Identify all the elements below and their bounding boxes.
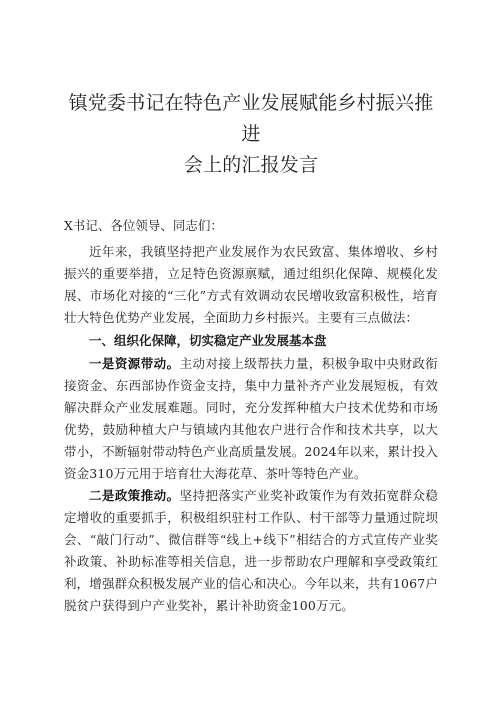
paragraph-lead: 一是资源带动。 — [89, 356, 180, 371]
paragraph-text: 坚持把落实产业奖补政策作为有效拓宽群众稳定增收的重要抓手，积极组织驻村工作队、村干部等力量通过院坝会、“敲门行动”、微信群等“线上+线下”相结合的方式宣传产业奖补政策、补助标准等相关信息，进一步帮助农户理解和享受政策红利，增强群众积极发展产业的信心和决心。今年以来，共有1067户脱贫户获得到户产业奖补，累计补助资金100万元。 — [64, 488, 438, 613]
paragraph-text: 主动对接上级帮扶力量，积极争取中央财政衔接资金、东西部协作资金支持，集中力量补齐产业发展短板，有效解决群众产业发展难题。同时，充分发挥种植大户技术优势和市场优势，鼓励种植大户与镇域内其他农户进行合作和技术共享，以大带小，不断辐射带动特色产业高质量发展。2024年以来，累计投入资金310万元用于培育壮大海花草、茶叶等特色产业。 — [64, 356, 438, 481]
intro-paragraph: 近年来，我镇坚持把产业发展作为农民致富、集体增收、乡村振兴的重要举措，立足特色资源禀赋，通过组织化保障、规模化发展、市场化对接的“三化”方式有效调动农民增收致富积极性，培育壮大特色优势产业发展，全面助力乡村振兴。主要有三点做法： — [64, 244, 438, 325]
section-heading-1: 一、组织化保障，切实稳定产业发展基本盘 — [89, 333, 327, 348]
paragraph-lead: 二是政策推动。 — [89, 488, 180, 503]
salutation: X书记、各位领导、同志们： — [64, 218, 223, 233]
title-line-2: 会上的汇报发言 — [183, 154, 319, 176]
paragraph-policy-driven — [64, 485, 438, 617]
title-line-1: 镇党委书记在特色产业发展赋能乡村振兴推进 — [68, 92, 434, 145]
document-title — [64, 88, 438, 181]
paragraph-resource-driven — [64, 353, 438, 485]
